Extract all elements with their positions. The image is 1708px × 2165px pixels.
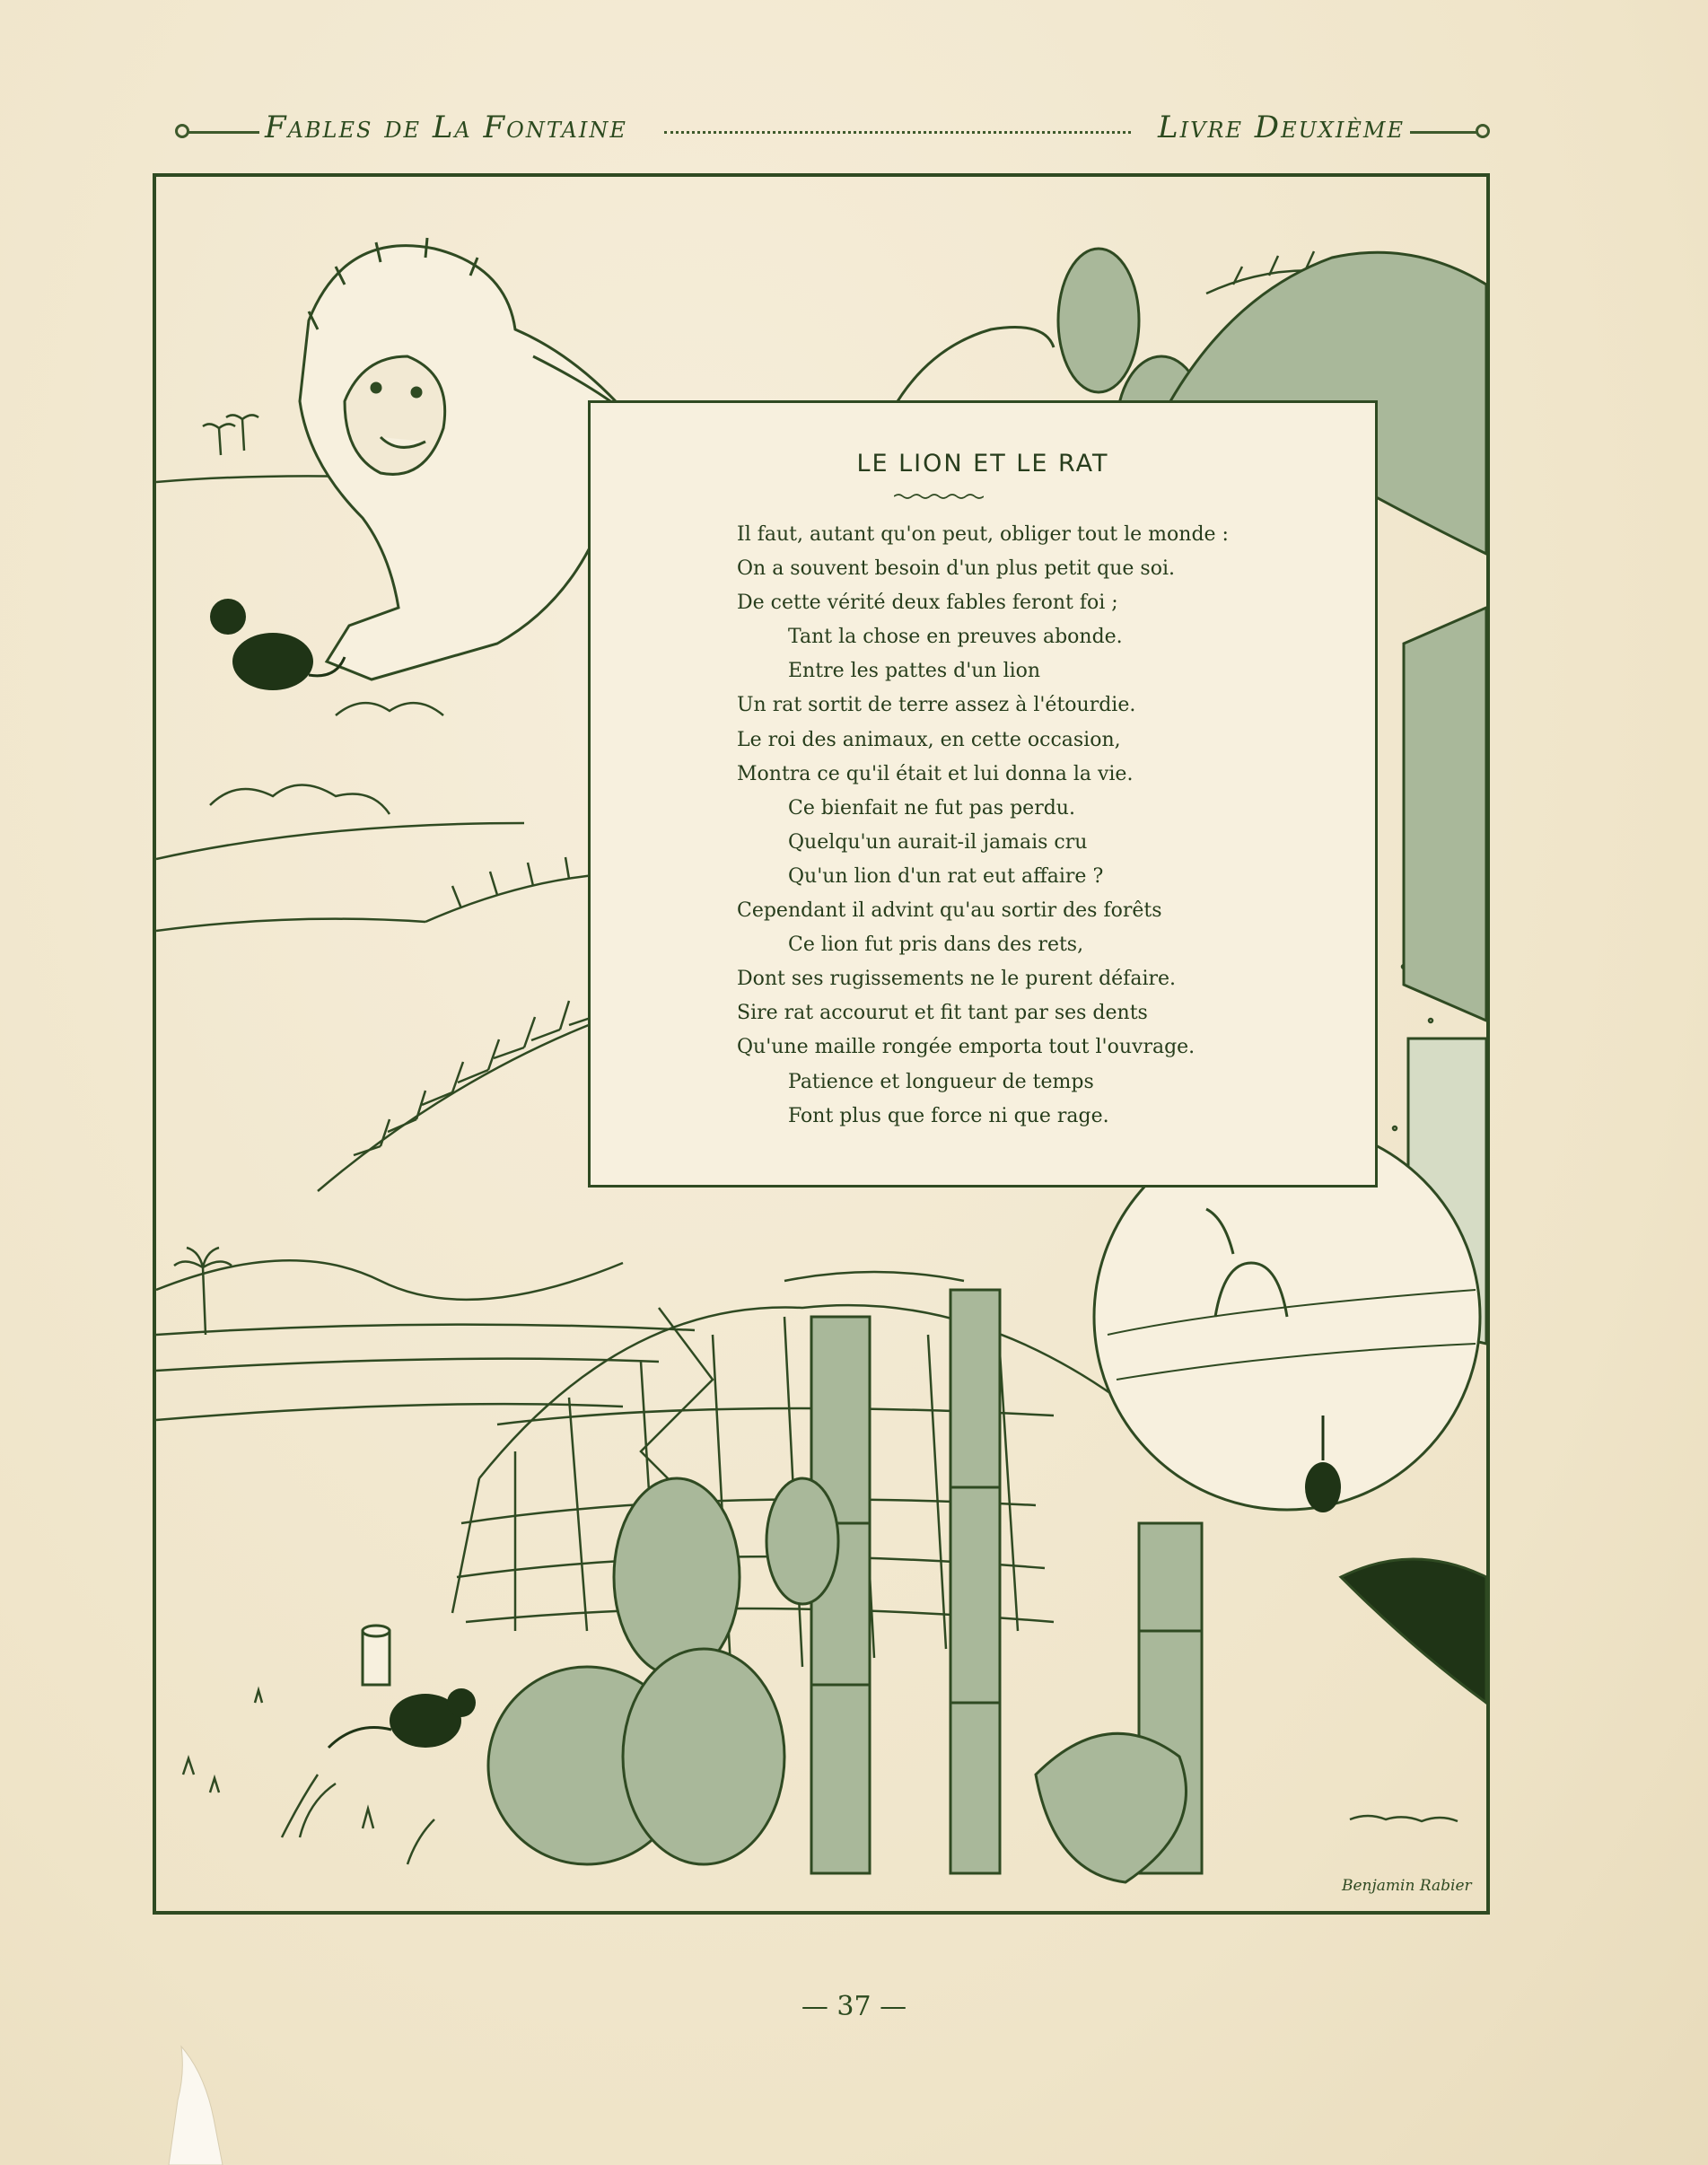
lion-tail [892,328,1054,411]
header-rule-right [1410,131,1477,134]
header-book-title: Fables de La Fontaine [265,110,627,145]
verse-line: Montra ce qu'il était et lui donna la vie. [737,762,1134,785]
verse-line: De cette vérité deux fables feront foi ; [737,592,1118,615]
fable-title: LE LION ET LE RAT [856,450,1109,478]
verse-line: Quelqu'un aurait-il jamais cru [788,830,1088,854]
stump [363,1626,390,1685]
fable-text-panel [588,400,1378,1188]
mountain-range [156,1260,623,1300]
cloud [210,785,390,815]
verse-line: Ce bienfait ne fut pas perdu. [788,796,1075,820]
verse-line: Ce lion fut pris dans des rets, [788,933,1084,957]
leaves [1036,1559,1486,1882]
title-ornament [894,493,984,500]
verse-line: Tant la chose en preuves abonde. [788,626,1123,649]
header-rule-middle [664,131,1131,134]
net-outline [479,1305,1117,1478]
torn-corner [151,2038,241,2165]
header-rule-left [188,131,259,134]
verse-line: Cependant il advint qu'au sortir des forêts [737,899,1162,923]
verse-line: On a souvent besoin d'un plus petit que soi. [737,557,1175,581]
verse-line: Qu'un lion d'un rat eut affaire ? [788,864,1104,888]
verse-line: Qu'une maille rongée emporta tout l'ouvrage. [737,1036,1196,1059]
fable-verses [737,518,1229,1134]
running-header [175,110,1490,154]
lion [300,238,632,679]
verse-line: Il faut, autant qu'on peut, obliger tout le monde : [737,523,1229,546]
rat-near-lion [210,599,345,690]
verse-line: Le roi des animaux, en cette occasion, [737,728,1121,751]
verse-line: Entre les pattes d'un lion [788,660,1041,683]
rat-near-net [328,1688,476,1748]
header-swash-right [1476,124,1490,138]
verse-line: Dont ses rugissements ne le purent défaire. [737,968,1177,991]
verse-line: Font plus que force ni que rage. [788,1104,1109,1127]
verse-line: Patience et longueur de temps [788,1070,1094,1093]
distant-palm [174,1248,232,1335]
illustrator-signature: Benjamin Rabier [1342,1877,1472,1895]
verse-line: Sire rat accourut et fit tant par ses dents [737,1002,1148,1025]
verse-line: Un rat sortit de terre assez à l'étourdie. [737,694,1136,717]
page-number: — 37 — [801,1991,907,2022]
header-book-part: Livre Deuxième [1158,110,1405,145]
